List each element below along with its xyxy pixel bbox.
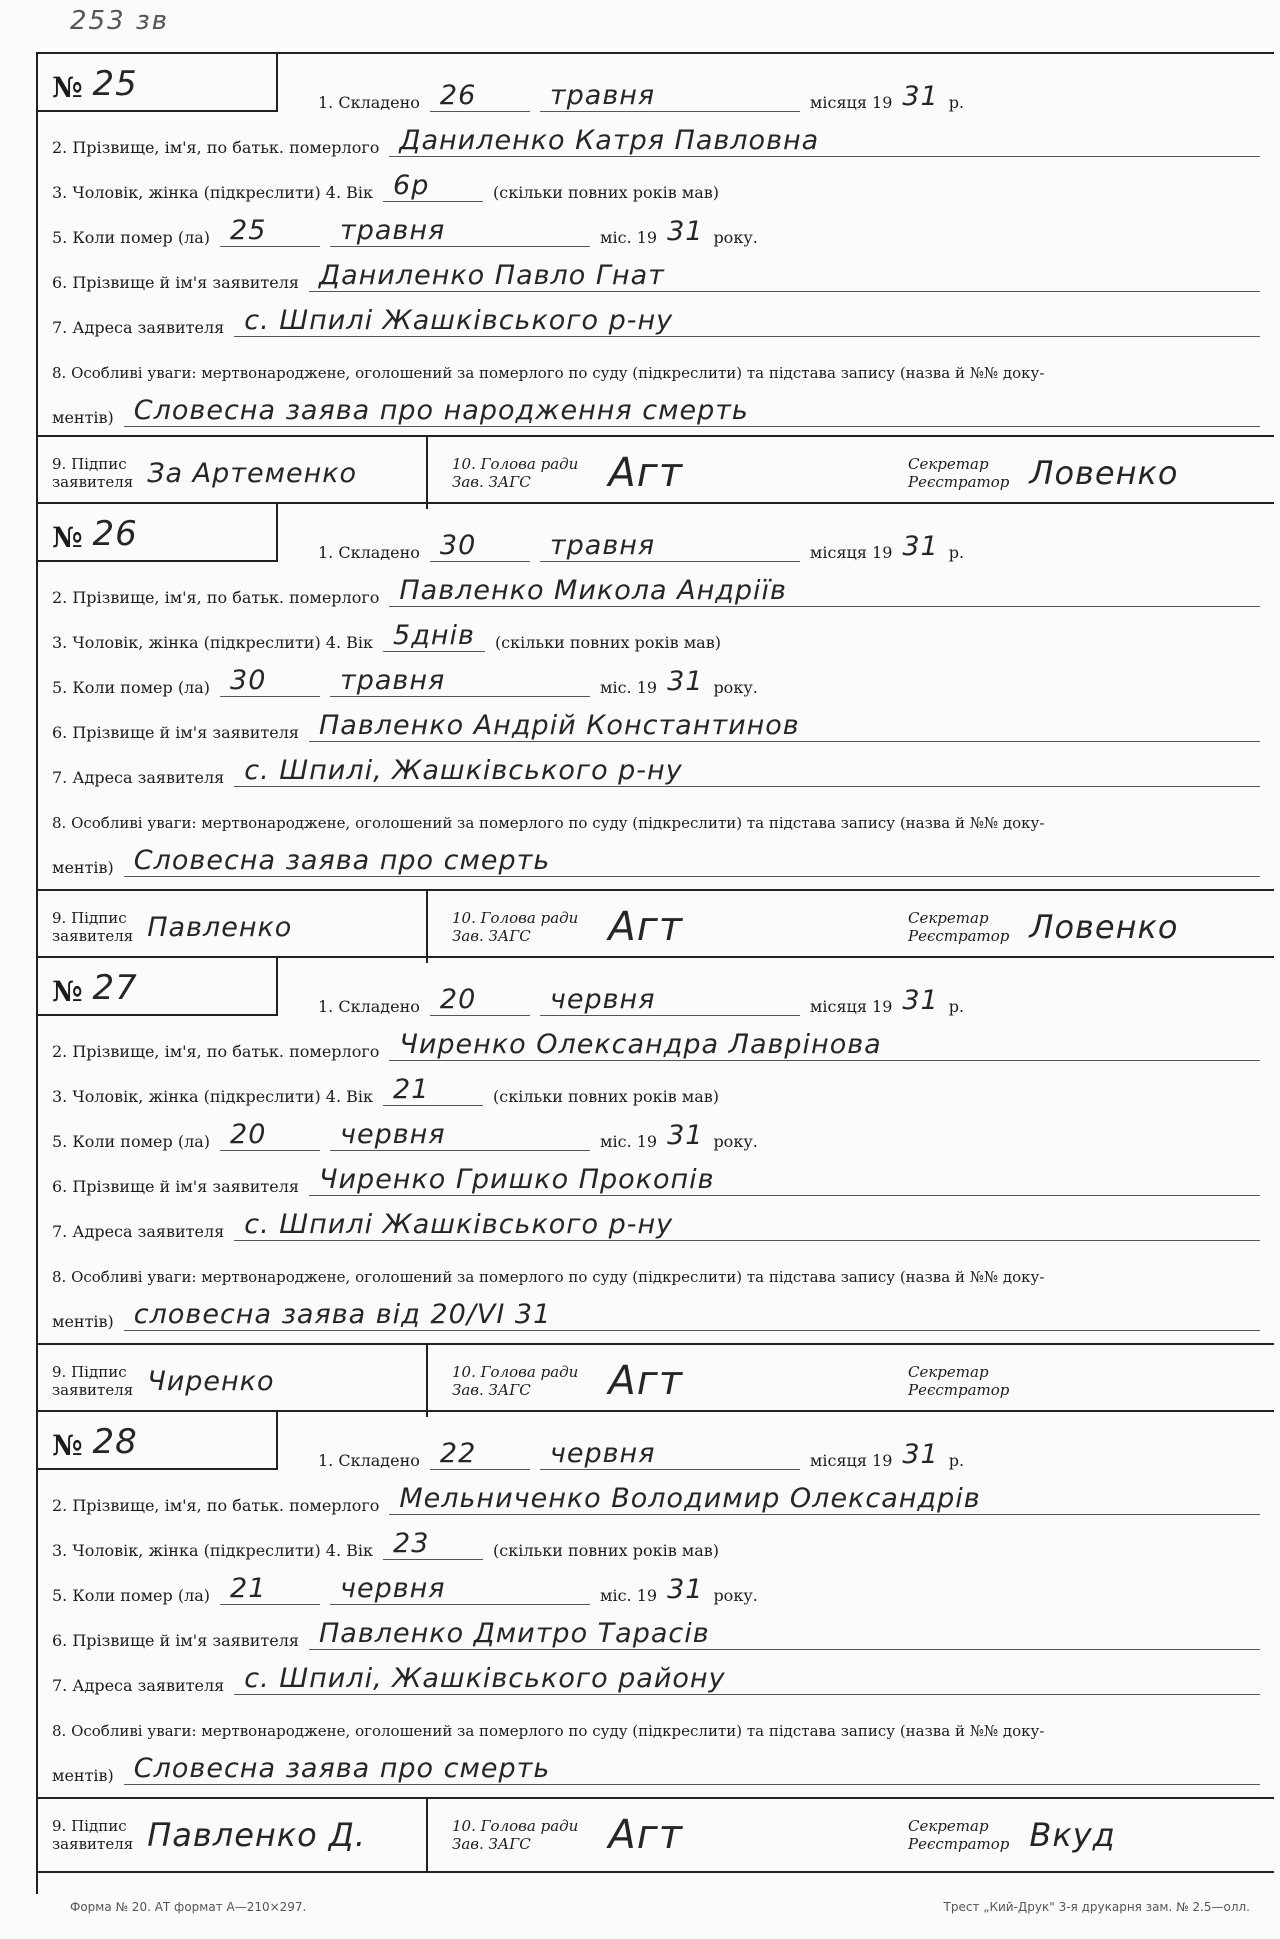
- notes-cont-label: ментів): [52, 408, 114, 427]
- sex-age-label: 3. Чоловік, жінка (підкреслити) 4. Вік: [52, 1541, 374, 1560]
- compiled-year: 31: [902, 531, 939, 562]
- death-date-label: 5. Коли помер (ла): [52, 1132, 211, 1151]
- age-value: 21: [383, 1075, 483, 1106]
- sex-age-label: 3. Чоловік, жінка (підкреслити) 4. Вік: [52, 183, 374, 202]
- mis-label: міс. 19: [600, 678, 658, 697]
- age-value: 23: [383, 1529, 483, 1560]
- secretary-signature: Ловенко: [1029, 454, 1179, 492]
- head-label-b: Зав. ЗАГС: [452, 927, 531, 945]
- age-note: (скільки повних років мав): [494, 633, 721, 652]
- number-sign: №: [52, 71, 83, 104]
- deceased-name-label: 2. Прізвище, ім'я, по батьк. померлого: [52, 1496, 380, 1515]
- death-register-sheet: [36, 52, 1274, 1894]
- notes-cont-label: ментів): [52, 1312, 114, 1331]
- sign-label: 9. Підпис: [52, 1363, 127, 1381]
- signature-row: [38, 435, 1274, 509]
- declarant-signature: За Артеменко: [147, 457, 358, 489]
- sign-label-b: заявителя: [52, 1835, 134, 1853]
- sign-label: 9. Підпис: [52, 455, 127, 473]
- year-word: року.: [713, 1586, 758, 1605]
- compiled-month: червня: [540, 985, 800, 1016]
- compiled-label: 1. Складено: [318, 997, 420, 1016]
- deceased-name-label: 2. Прізвище, ім'я, по батьк. померлого: [52, 1042, 380, 1061]
- notes-label: 8. Особливі уваги: мертвонароджене, оголошений за померлого по суду (підкреслити) та підстава запису (назва й №№ доку-: [52, 1722, 1045, 1740]
- month-label: місяця 19: [809, 997, 893, 1016]
- death-day: 21: [220, 1574, 320, 1605]
- number-sign: №: [52, 1429, 83, 1462]
- declarant-name: Павленко Дмитро Тарасів: [309, 1619, 1260, 1650]
- age-note: (скільки повних років мав): [493, 1541, 720, 1560]
- deceased-name: Павленко Микола Андріїв: [389, 576, 1260, 607]
- notes-cont-label: ментів): [52, 858, 114, 877]
- record-number: 25: [92, 64, 138, 104]
- archive-page-note: 253 зв: [70, 6, 170, 36]
- compiled-year: 31: [902, 81, 939, 112]
- head-label: 10. Голова ради: [452, 455, 579, 473]
- signature-row: [38, 1343, 1274, 1417]
- notes-label: 8. Особливі уваги: мертвонароджене, оголошений за померлого по суду (підкреслити) та підстава запису (назва й №№ доку-: [52, 364, 1045, 382]
- record-number: 28: [92, 1422, 138, 1462]
- record-number: 26: [92, 514, 138, 554]
- head-signature: Агт: [608, 450, 684, 496]
- secretary-signature: Ловенко: [1029, 908, 1179, 946]
- death-date-label: 5. Коли помер (ла): [52, 1586, 211, 1605]
- compiled-month: травня: [540, 531, 800, 562]
- head-signature: Агт: [608, 1358, 684, 1404]
- record-number-box: [38, 54, 278, 112]
- death-day: 20: [220, 1120, 320, 1151]
- age-value: 6р: [383, 171, 483, 202]
- record-number: 27: [92, 968, 138, 1008]
- address-label: 7. Адреса заявителя: [52, 1222, 225, 1241]
- declarant-address: с. Шпилі Жашківського р-ну: [234, 1210, 1260, 1241]
- notes-value: Словесна заява про смерть: [124, 846, 1260, 877]
- declarant-label: 6. Прізвище й ім'я заявителя: [52, 273, 299, 292]
- age-note: (скільки повних років мав): [493, 1087, 720, 1106]
- number-sign: №: [52, 975, 83, 1008]
- deceased-name-label: 2. Прізвище, ім'я, по батьк. померлого: [52, 588, 380, 607]
- secretary-label: Секретар: [908, 909, 989, 927]
- mis-label: міс. 19: [600, 228, 658, 247]
- age-value: 5днів: [383, 621, 485, 652]
- compiled-day: 30: [430, 531, 530, 562]
- sign-label-b: заявителя: [52, 473, 134, 491]
- deceased-name: Даниленко Катря Павловна: [389, 126, 1260, 157]
- notes-value: словесна заява від 20/VI 31: [124, 1300, 1260, 1331]
- month-label: місяця 19: [809, 1451, 893, 1470]
- sign-label: 9. Підпис: [52, 1817, 127, 1835]
- year-suffix: р.: [948, 1451, 965, 1470]
- printer-imprint: Трест „Кий-Друк" 3-я друкарня зам. № 2.5—олл.: [943, 1900, 1250, 1914]
- head-signature: Агт: [608, 904, 684, 950]
- declarant-name: Павленко Андрій Константинов: [309, 711, 1260, 742]
- death-date-label: 5. Коли помер (ла): [52, 228, 211, 247]
- mis-label: міс. 19: [600, 1586, 658, 1605]
- secretary-label-b: Реєстратор: [908, 927, 1010, 945]
- secretary-label-b: Реєстратор: [908, 1835, 1010, 1853]
- register-record: [38, 504, 1274, 958]
- secretary-label: Секретар: [908, 1817, 989, 1835]
- declarant-signature: Павленко Д.: [147, 1816, 367, 1854]
- year-suffix: р.: [948, 93, 965, 112]
- compiled-day: 26: [430, 81, 530, 112]
- notes-cont-label: ментів): [52, 1766, 114, 1785]
- address-label: 7. Адреса заявителя: [52, 318, 225, 337]
- record-number-box: [38, 504, 278, 562]
- death-year: 31: [667, 1574, 704, 1605]
- head-label: 10. Голова ради: [452, 909, 579, 927]
- print-footer: [70, 1900, 1250, 1914]
- year-suffix: р.: [948, 543, 965, 562]
- death-day: 25: [220, 216, 320, 247]
- death-month: травня: [330, 666, 590, 697]
- head-label-b: Зав. ЗАГС: [452, 1381, 531, 1399]
- address-label: 7. Адреса заявителя: [52, 1676, 225, 1695]
- sex-age-label: 3. Чоловік, жінка (підкреслити) 4. Вік: [52, 633, 374, 652]
- declarant-name: Чиренко Гришко Прокопів: [309, 1165, 1260, 1196]
- compiled-month: червня: [540, 1439, 800, 1470]
- head-label: 10. Голова ради: [452, 1817, 579, 1835]
- death-year: 31: [667, 1120, 704, 1151]
- record-number-box: [38, 958, 278, 1016]
- compiled-label: 1. Складено: [318, 93, 420, 112]
- month-label: місяця 19: [809, 93, 893, 112]
- head-label-b: Зав. ЗАГС: [452, 1835, 531, 1853]
- death-year: 31: [667, 216, 704, 247]
- compiled-year: 31: [902, 1439, 939, 1470]
- register-record: [38, 1412, 1274, 1868]
- number-sign: №: [52, 521, 83, 554]
- signature-row: [38, 889, 1274, 963]
- head-label-b: Зав. ЗАГС: [452, 473, 531, 491]
- notes-value: Словесна заява про смерть: [124, 1754, 1260, 1785]
- deceased-name: Мельниченко Володимир Олександрів: [389, 1484, 1260, 1515]
- mis-label: міс. 19: [600, 1132, 658, 1151]
- year-word: року.: [713, 228, 758, 247]
- sign-label-b: заявителя: [52, 1381, 134, 1399]
- signature-row: [38, 1797, 1274, 1873]
- death-month: червня: [330, 1574, 590, 1605]
- declarant-address: с. Шпилі Жашківського р-ну: [234, 306, 1260, 337]
- year-suffix: р.: [948, 997, 965, 1016]
- year-word: року.: [713, 678, 758, 697]
- declarant-label: 6. Прізвище й ім'я заявителя: [52, 1631, 299, 1650]
- compiled-month: травня: [540, 81, 800, 112]
- declarant-signature: Павленко: [147, 911, 293, 943]
- head-label: 10. Голова ради: [452, 1363, 579, 1381]
- record-number-box: [38, 1412, 278, 1470]
- secretary-label: Секретар: [908, 455, 989, 473]
- declarant-label: 6. Прізвище й ім'я заявителя: [52, 1177, 299, 1196]
- death-month: травня: [330, 216, 590, 247]
- address-label: 7. Адреса заявителя: [52, 768, 225, 787]
- month-label: місяця 19: [809, 543, 893, 562]
- death-date-label: 5. Коли помер (ла): [52, 678, 211, 697]
- declarant-label: 6. Прізвище й ім'я заявителя: [52, 723, 299, 742]
- secretary-label-b: Реєстратор: [908, 1381, 1010, 1399]
- secretary-signature: Вкуд: [1029, 1816, 1116, 1854]
- compiled-label: 1. Складено: [318, 1451, 420, 1470]
- declarant-name: Даниленко Павло Гнат: [309, 261, 1260, 292]
- secretary-label: Секретар: [908, 1363, 989, 1381]
- form-number: Форма № 20. АТ формат А—210×297.: [70, 1900, 307, 1914]
- notes-label: 8. Особливі уваги: мертвонароджене, оголошений за померлого по суду (підкреслити) та підстава запису (назва й №№ доку-: [52, 1268, 1045, 1286]
- notes-value: Словесна заява про народження смерть: [124, 396, 1260, 427]
- sign-label-b: заявителя: [52, 927, 134, 945]
- death-month: червня: [330, 1120, 590, 1151]
- secretary-label-b: Реєстратор: [908, 473, 1010, 491]
- age-note: (скільки повних років мав): [493, 183, 720, 202]
- sex-age-label: 3. Чоловік, жінка (підкреслити) 4. Вік: [52, 1087, 374, 1106]
- death-year: 31: [667, 666, 704, 697]
- register-record: [38, 958, 1274, 1412]
- year-word: року.: [713, 1132, 758, 1151]
- deceased-name-label: 2. Прізвище, ім'я, по батьк. померлого: [52, 138, 380, 157]
- register-record: [38, 54, 1274, 504]
- declarant-address: с. Шпилі, Жашківського району: [234, 1664, 1260, 1695]
- death-day: 30: [220, 666, 320, 697]
- compiled-day: 22: [430, 1439, 530, 1470]
- compiled-day: 20: [430, 985, 530, 1016]
- sign-label: 9. Підпис: [52, 909, 127, 927]
- declarant-address: с. Шпилі, Жашківського р-ну: [234, 756, 1260, 787]
- notes-label: 8. Особливі уваги: мертвонароджене, оголошений за померлого по суду (підкреслити) та підстава запису (назва й №№ доку-: [52, 814, 1045, 832]
- compiled-year: 31: [902, 985, 939, 1016]
- head-signature: Агт: [608, 1812, 684, 1858]
- compiled-label: 1. Складено: [318, 543, 420, 562]
- deceased-name: Чиренко Олександра Лаврінова: [389, 1030, 1260, 1061]
- declarant-signature: Чиренко: [147, 1365, 275, 1397]
